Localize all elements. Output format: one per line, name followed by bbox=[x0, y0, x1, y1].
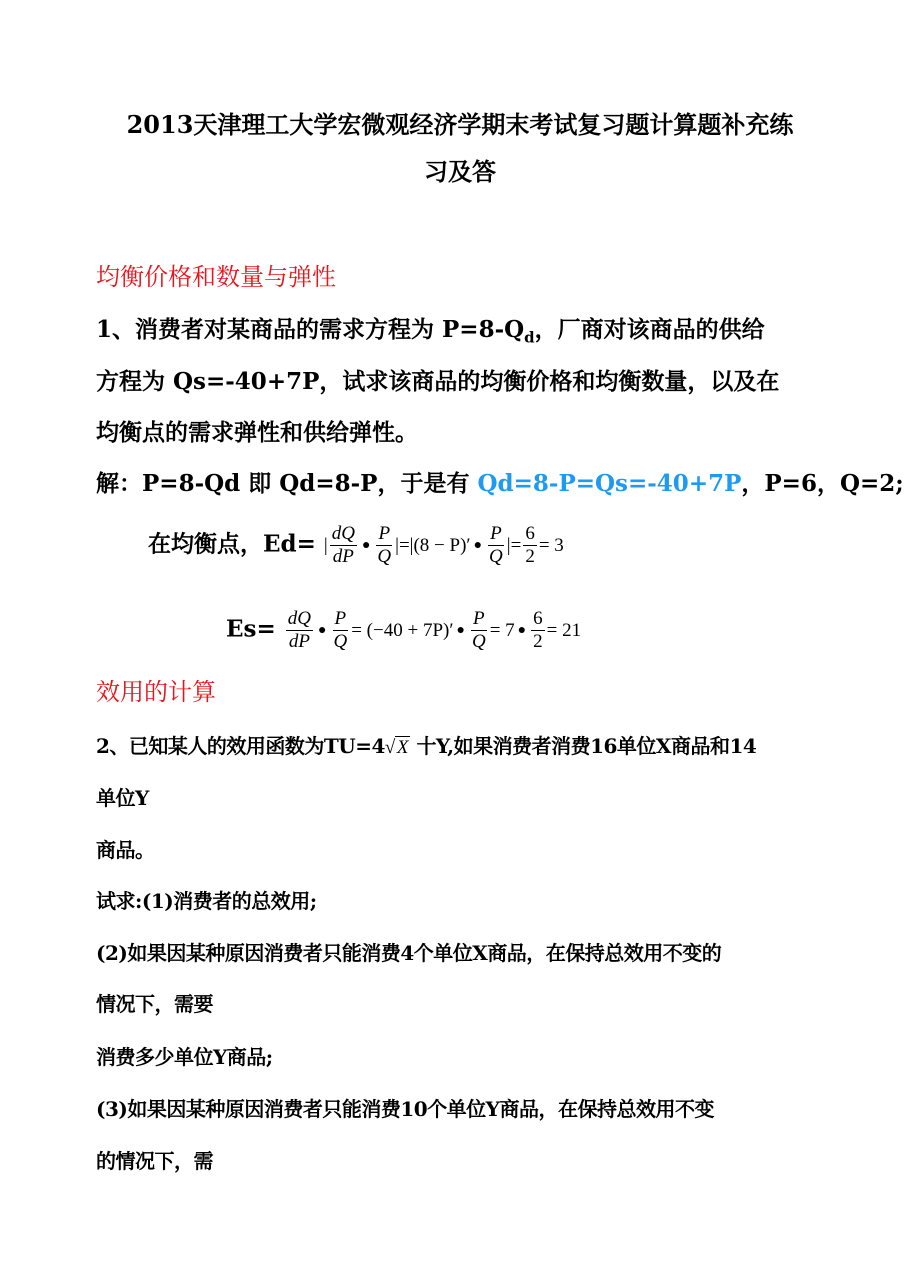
fraction-dq-dp bbox=[330, 523, 357, 568]
denominator: 2 bbox=[533, 631, 543, 652]
question-2-line-5: (2)如果因某种原因消费者只能消费4个单位X商品，在保持总效用不变的 bbox=[96, 941, 722, 965]
bullet-icon: ● bbox=[318, 622, 327, 638]
math-text: |=|(8 − P)′ bbox=[395, 534, 471, 556]
math-text: |= bbox=[506, 534, 522, 556]
fraction-6-2 bbox=[523, 523, 537, 568]
text: Es= bbox=[226, 615, 276, 643]
numerator: P bbox=[490, 523, 502, 544]
highlighted-equation: Qd=8-P=Qs=-40+7P bbox=[477, 470, 742, 497]
question-2-line-6: 情况下，需要 bbox=[96, 992, 213, 1016]
text: 解：P=8-Qd 即 Qd=8-P，于是有 bbox=[96, 470, 478, 497]
math-text: = 3 bbox=[538, 534, 564, 556]
fraction-p-q bbox=[470, 608, 488, 653]
math-text: = 7 bbox=[489, 619, 515, 641]
question-2-line-3: 商品。 bbox=[96, 838, 155, 862]
math-text: = (−40 + 7P)′ bbox=[351, 619, 454, 641]
abs-bar: | bbox=[323, 534, 328, 556]
question-1-line-2: 方程为 Qs=-40+7P，试求该商品的均衡价格和均衡数量，以及在 bbox=[96, 368, 780, 395]
numerator: dQ bbox=[287, 608, 312, 629]
bullet-icon: ● bbox=[456, 622, 465, 638]
denominator: dP bbox=[288, 631, 310, 652]
section-heading-equilibrium: 均衡价格和数量与弹性 bbox=[96, 263, 336, 291]
fraction-dq-dp bbox=[286, 608, 313, 653]
question-2-line-8: (3)如果因某种原因消费者只能消费10个单位Y商品，在保持总效用不变 bbox=[96, 1097, 714, 1121]
question-2-line-1 bbox=[96, 731, 756, 763]
text: 在均衡点，Ed= bbox=[148, 530, 316, 558]
denominator: Q bbox=[377, 546, 392, 567]
answer-1-line bbox=[96, 469, 904, 499]
text: 十Y,如果消费者消费16单位X商品和14 bbox=[416, 734, 757, 758]
question-1-line-1 bbox=[96, 315, 765, 353]
denominator: Q bbox=[471, 631, 486, 652]
numerator: dQ bbox=[331, 523, 355, 544]
fraction-p-q bbox=[375, 523, 393, 568]
question-2-line-9: 的情况下，需 bbox=[96, 1149, 213, 1173]
denominator: Q bbox=[333, 631, 348, 652]
denominator: Q bbox=[489, 546, 503, 567]
radicand: X bbox=[396, 737, 408, 758]
fraction-p-q bbox=[487, 523, 505, 568]
fraction-6-2 bbox=[531, 608, 545, 653]
es-math bbox=[284, 608, 581, 653]
bullet-icon: ● bbox=[473, 537, 483, 553]
numerator: P bbox=[473, 608, 485, 629]
numerator: P bbox=[378, 523, 391, 544]
numerator: P bbox=[334, 608, 347, 629]
text: ，厂商对该商品的供给 bbox=[534, 316, 765, 343]
bullet-icon: ● bbox=[517, 622, 527, 638]
ed-math bbox=[324, 523, 564, 568]
text: 2、已知某人的效用函数为TU=4 bbox=[96, 734, 385, 758]
demand-elasticity-formula bbox=[148, 523, 564, 568]
question-2-line-7: 消费多少单位Y商品; bbox=[96, 1045, 273, 1069]
question-2-line-4: 试求:(1)消费者的总效用; bbox=[96, 889, 317, 913]
sqrt-expression: √ X bbox=[384, 737, 408, 758]
text: ，P=6，Q=2; bbox=[741, 470, 904, 497]
subscript: d bbox=[524, 328, 535, 347]
question-1-line-3: 均衡点的需求弹性和供给弹性。 bbox=[96, 419, 418, 446]
document-title-line-2: 习及答 bbox=[424, 157, 496, 186]
document-title-line-1: 2013天津理工大学宏微观经济学期末考试复习题计算题补充练 bbox=[126, 110, 794, 139]
question-2-line-2: 单位Y bbox=[96, 786, 149, 810]
text: 1、消费者对某商品的需求方程为 P=8-Q bbox=[96, 316, 525, 343]
section-heading-utility: 效用的计算 bbox=[96, 678, 216, 706]
bullet-icon: ● bbox=[361, 537, 371, 553]
numerator: 6 bbox=[525, 523, 535, 544]
fraction-p-q bbox=[331, 608, 349, 653]
numerator: 6 bbox=[533, 608, 543, 629]
math-text: = 21 bbox=[546, 619, 582, 641]
denominator: 2 bbox=[525, 546, 535, 567]
supply-elasticity-formula bbox=[226, 608, 581, 653]
denominator: dP bbox=[332, 546, 354, 567]
